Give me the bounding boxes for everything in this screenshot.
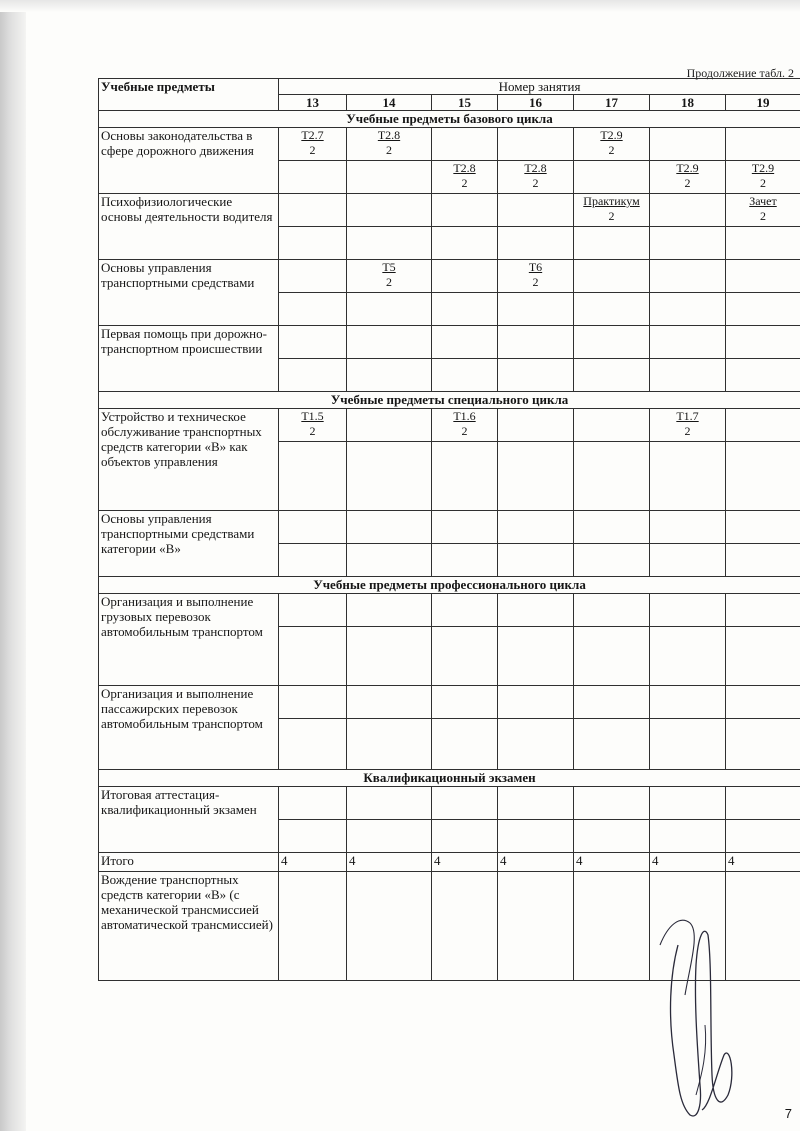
total-value: 4 — [650, 853, 726, 872]
lesson-cell — [498, 260, 574, 293]
topic-code: Зачет — [749, 194, 777, 208]
lesson-cell — [650, 260, 726, 293]
lesson-cell — [347, 128, 432, 161]
lesson-cell — [726, 359, 800, 392]
lesson-cell — [347, 161, 432, 194]
lesson-cell — [279, 293, 347, 326]
lesson-cell — [498, 787, 574, 820]
lesson-number: 19 — [726, 95, 800, 111]
lesson-number: 16 — [498, 95, 574, 111]
lesson-cell — [650, 227, 726, 260]
section-row — [99, 577, 800, 594]
lesson-cell — [726, 161, 800, 194]
subject-cargo-transport: Организация и выполнение грузовых перевозок автомобильным транспортом — [99, 594, 279, 686]
topic-hours: 2 — [684, 424, 691, 438]
scan-top-shadow — [0, 0, 800, 12]
lesson-cell — [726, 686, 800, 719]
lesson-cell — [279, 594, 347, 627]
topic-code: Т1.5 — [301, 409, 324, 423]
lesson-cell — [574, 719, 650, 770]
lesson-cell — [726, 594, 800, 627]
table-row — [99, 326, 800, 359]
lesson-cell — [650, 719, 726, 770]
lesson-cell — [650, 627, 726, 686]
topic-code: Практикум — [583, 194, 640, 208]
lesson-cell — [432, 594, 498, 627]
lesson-cell — [650, 359, 726, 392]
topic-hours: 2 — [684, 176, 691, 190]
total-value: 4 — [432, 853, 498, 872]
topic-hours: 2 — [461, 176, 468, 190]
lesson-cell — [650, 409, 726, 442]
section-title-special: Учебные предметы специального цикла — [99, 392, 800, 409]
lesson-cell — [279, 719, 347, 770]
lesson-cell — [498, 686, 574, 719]
lesson-cell — [650, 820, 726, 853]
lesson-cell — [432, 293, 498, 326]
lesson-cell — [432, 442, 498, 511]
lesson-cell — [650, 293, 726, 326]
subject-driving: Вождение транспортных средств категории «В» (с механической трансмиссией автоматической трансмиссией) — [99, 872, 279, 981]
lesson-cell — [432, 227, 498, 260]
lesson-cell — [726, 227, 800, 260]
lesson-cell — [726, 128, 800, 161]
lesson-cell — [432, 719, 498, 770]
lesson-cell — [650, 511, 726, 544]
subject-first-aid: Первая помощь при дорожно-транспортном происшествии — [99, 326, 279, 392]
lesson-cell — [574, 544, 650, 577]
topic-code: Т1.7 — [676, 409, 699, 423]
lesson-cell — [498, 359, 574, 392]
section-row — [99, 770, 800, 787]
lesson-cell — [574, 128, 650, 161]
lesson-cell — [726, 260, 800, 293]
lesson-cell — [726, 511, 800, 544]
lesson-cell — [432, 409, 498, 442]
subject-passenger-transport: Организация и выполнение пассажирских перевозок автомобильным транспортом — [99, 686, 279, 770]
lesson-cell — [432, 161, 498, 194]
subject-psychophysiology: Психофизиологические основы деятельности водителя — [99, 194, 279, 260]
lesson-cell — [498, 594, 574, 627]
lesson-cell — [574, 442, 650, 511]
lesson-cell — [498, 442, 574, 511]
lesson-cell — [432, 326, 498, 359]
lesson-cell — [498, 161, 574, 194]
table-row — [99, 787, 800, 820]
topic-code: Т2.9 — [751, 161, 775, 175]
total-value: 4 — [726, 853, 800, 872]
subject-traffic-law: Основы законодательства в сфере дорожного движения — [99, 128, 279, 194]
lesson-cell — [726, 820, 800, 853]
lesson-number: 13 — [279, 95, 347, 111]
lesson-cell — [432, 787, 498, 820]
lesson-cell — [279, 194, 347, 227]
section-row — [99, 392, 800, 409]
lesson-cell — [574, 326, 650, 359]
lesson-cell — [279, 442, 347, 511]
scan-edge-shadow — [0, 0, 26, 1131]
lesson-cell — [432, 359, 498, 392]
lesson-cell — [432, 128, 498, 161]
subject-vehicle-control: Основы управления транспортными средствами — [99, 260, 279, 326]
lesson-cell — [726, 544, 800, 577]
lesson-cell — [574, 260, 650, 293]
lesson-number: 17 — [574, 95, 650, 111]
lesson-cell — [347, 594, 432, 627]
lesson-cell — [574, 627, 650, 686]
lesson-cell — [650, 544, 726, 577]
topic-code: Т2.8 — [453, 161, 476, 175]
topic-code: Т6 — [528, 260, 543, 274]
section-title-basic: Учебные предметы базового цикла — [99, 111, 800, 128]
lesson-cell — [574, 409, 650, 442]
lesson-cell — [650, 594, 726, 627]
total-row — [99, 853, 800, 872]
topic-code: Т2.8 — [524, 161, 547, 175]
lesson-cell — [726, 719, 800, 770]
lesson-cell — [432, 627, 498, 686]
lesson-cell — [574, 161, 650, 194]
lesson-cell — [279, 686, 347, 719]
lesson-cell — [726, 787, 800, 820]
lesson-cell — [498, 719, 574, 770]
lesson-cell — [347, 511, 432, 544]
topic-code: Т2.7 — [301, 128, 324, 142]
table-row — [99, 409, 800, 442]
lesson-cell — [347, 326, 432, 359]
table-row — [99, 686, 800, 719]
lesson-cell — [279, 511, 347, 544]
lesson-cell — [279, 359, 347, 392]
lesson-cell — [432, 872, 498, 981]
lesson-cell — [279, 128, 347, 161]
topic-hours: 2 — [608, 209, 615, 223]
lesson-cell — [498, 128, 574, 161]
topic-hours: 2 — [309, 424, 316, 438]
total-value: 4 — [347, 853, 432, 872]
subject-device-maintenance: Устройство и техническое обслуживание транспортных средств категории «В» как объектов управления — [99, 409, 279, 511]
topic-code: Т2.9 — [600, 128, 623, 142]
section-row — [99, 111, 800, 128]
lesson-cell — [726, 627, 800, 686]
lesson-cell — [347, 442, 432, 511]
lesson-cell — [432, 511, 498, 544]
lesson-cell — [498, 511, 574, 544]
lesson-cell — [279, 544, 347, 577]
lesson-cell — [279, 820, 347, 853]
lesson-cell — [347, 544, 432, 577]
lesson-cell — [574, 511, 650, 544]
topic-code: Т2.8 — [377, 128, 401, 142]
section-title-professional: Учебные предметы профессионального цикла — [99, 577, 800, 594]
lesson-cell — [347, 820, 432, 853]
table-row — [99, 511, 800, 544]
lesson-cell — [498, 227, 574, 260]
lesson-cell — [726, 442, 800, 511]
table-row — [99, 194, 800, 227]
total-value: 4 — [574, 853, 650, 872]
lesson-cell — [347, 409, 432, 442]
lesson-cell — [498, 820, 574, 853]
lesson-cell — [432, 260, 498, 293]
lesson-cell — [498, 326, 574, 359]
topic-hours: 2 — [760, 209, 766, 223]
table-row — [99, 128, 800, 161]
total-label: Итого — [99, 853, 279, 872]
lesson-cell — [279, 409, 347, 442]
topic-code: Т2.9 — [676, 161, 699, 175]
lesson-cell — [726, 409, 800, 442]
handwritten-signature — [650, 905, 750, 1125]
lesson-cell — [650, 787, 726, 820]
page-number: 7 — [784, 1106, 792, 1121]
subject-final-exam: Итоговая аттестация-квалификационный экзамен — [99, 787, 279, 853]
lesson-cell — [574, 359, 650, 392]
lesson-cell — [347, 627, 432, 686]
lesson-number: 14 — [347, 95, 432, 111]
table-header-row — [99, 79, 800, 95]
lesson-cell — [347, 227, 432, 260]
lesson-cell — [432, 544, 498, 577]
lesson-cell — [650, 128, 726, 161]
continuation-note: Продолжение табл. 2 — [686, 66, 794, 80]
lesson-number: 18 — [650, 95, 726, 111]
total-value: 4 — [279, 853, 347, 872]
lesson-number-header: Номер занятия — [279, 79, 800, 95]
lesson-cell — [574, 594, 650, 627]
lesson-cell — [498, 409, 574, 442]
lesson-cell — [650, 442, 726, 511]
lesson-cell — [347, 293, 432, 326]
lesson-cell — [347, 260, 432, 293]
topic-hours: 2 — [386, 143, 392, 157]
lesson-cell — [279, 161, 347, 194]
topic-hours: 2 — [461, 424, 468, 438]
lesson-cell — [432, 820, 498, 853]
lesson-cell — [347, 872, 432, 981]
topic-hours: 2 — [608, 143, 615, 157]
lesson-cell — [574, 872, 650, 981]
lesson-cell — [498, 293, 574, 326]
lesson-cell — [574, 293, 650, 326]
topic-hours: 2 — [532, 275, 539, 289]
lesson-cell — [347, 359, 432, 392]
lesson-cell — [726, 326, 800, 359]
lesson-cell — [279, 227, 347, 260]
lesson-cell — [650, 326, 726, 359]
lesson-cell — [498, 544, 574, 577]
lesson-cell — [279, 326, 347, 359]
lesson-cell — [650, 161, 726, 194]
lesson-cell — [347, 194, 432, 227]
lesson-cell — [279, 872, 347, 981]
total-value: 4 — [498, 853, 574, 872]
lesson-cell — [574, 227, 650, 260]
subjects-column-header: Учебные предметы — [99, 79, 279, 111]
topic-code: Т5 — [382, 260, 396, 274]
lesson-cell — [574, 686, 650, 719]
lesson-cell — [347, 686, 432, 719]
lesson-cell — [574, 787, 650, 820]
table-row — [99, 260, 800, 293]
topic-hours: 2 — [532, 176, 539, 190]
lesson-cell — [498, 194, 574, 227]
lesson-cell — [347, 787, 432, 820]
lesson-cell — [650, 194, 726, 227]
lesson-cell — [279, 260, 347, 293]
lesson-cell — [498, 627, 574, 686]
section-title-exam: Квалификационный экзамен — [99, 770, 800, 787]
subject-control-category-b: Основы управления транспортными средствами категории «В» — [99, 511, 279, 577]
lesson-cell — [347, 719, 432, 770]
lesson-cell — [432, 194, 498, 227]
lesson-cell — [726, 293, 800, 326]
topic-code: Т1.6 — [453, 409, 476, 423]
lesson-cell — [574, 820, 650, 853]
lesson-cell — [279, 627, 347, 686]
lesson-cell — [432, 686, 498, 719]
lesson-cell — [726, 194, 800, 227]
curriculum-schedule-table — [98, 78, 800, 981]
topic-hours: 2 — [760, 176, 766, 190]
lesson-cell — [498, 872, 574, 981]
topic-hours: 2 — [386, 275, 392, 289]
lesson-cell — [279, 787, 347, 820]
lesson-number: 15 — [432, 95, 498, 111]
table-row — [99, 594, 800, 627]
topic-hours: 2 — [309, 143, 316, 157]
lesson-cell — [650, 686, 726, 719]
lesson-cell — [574, 194, 650, 227]
